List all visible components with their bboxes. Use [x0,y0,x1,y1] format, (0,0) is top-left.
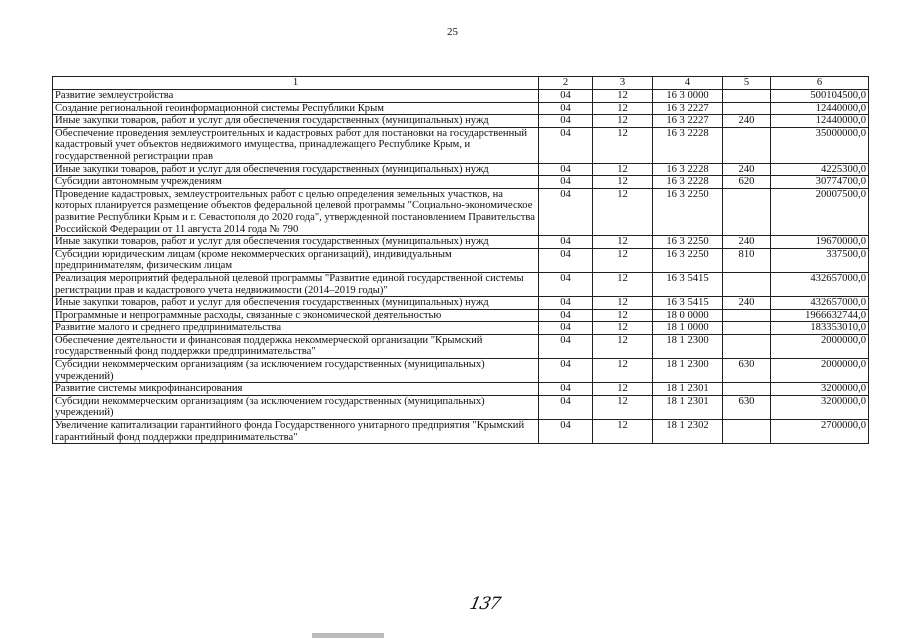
row-name-cell: Программные и непрограммные расходы, связанные с экономической деятельностью [53,309,539,322]
amount-cell: 1966632744,0 [771,309,869,322]
amount-cell: 2000000,0 [771,359,869,383]
subsection-code-cell: 12 [593,322,653,335]
row-name-cell: Реализация мероприятий федеральной целевой программы "Развитие единой государственной системы регистрации прав и кадастрового учета недвижимости (2014–2019 годы)" [53,272,539,296]
budget-table [52,76,869,444]
amount-cell: 3200000,0 [771,395,869,419]
table-row [53,420,869,444]
amount-cell: 432657000,0 [771,272,869,296]
subsection-code-cell: 12 [593,127,653,163]
subsection-code-cell: 12 [593,395,653,419]
target-article-cell: 16 3 2227 [653,102,723,115]
amount-cell: 12440000,0 [771,115,869,128]
subsection-code-cell: 12 [593,359,653,383]
row-name-cell: Развитие землеустройства [53,90,539,103]
table-body [53,90,869,444]
table-row [53,248,869,272]
expense-type-cell [723,272,771,296]
table-header-row [53,77,869,90]
table-row [53,90,869,103]
subsection-code-cell: 12 [593,188,653,235]
row-name-cell: Субсидии некоммерческим организациям (за исключением государственных (муниципальных) учреждений) [53,395,539,419]
expense-type-cell [723,309,771,322]
target-article-cell: 18 1 2302 [653,420,723,444]
table-row [53,102,869,115]
row-name-cell: Субсидии автономным учреждениям [53,176,539,189]
section-code-cell: 04 [539,309,593,322]
column-header: 3 [593,77,653,90]
row-name-cell: Развитие малого и среднего предпринимательства [53,322,539,335]
subsection-code-cell: 12 [593,383,653,396]
amount-cell: 183353010,0 [771,322,869,335]
expense-type-cell [723,334,771,358]
section-code-cell: 04 [539,115,593,128]
amount-cell: 4225300,0 [771,163,869,176]
table-row [53,395,869,419]
table-row [53,163,869,176]
row-name-cell: Обеспечение деятельности и финансовая поддержка некоммерческой организации "Крымский государственный фонд поддержки предпринимательства" [53,334,539,358]
section-code-cell: 04 [539,102,593,115]
amount-cell: 2700000,0 [771,420,869,444]
amount-cell: 12440000,0 [771,102,869,115]
row-name-cell: Увеличение капитализации гарантийного фонда Государственного унитарного предприятия "Крымский гарантийный фонд поддержки предпринимательства" [53,420,539,444]
table-row [53,176,869,189]
expense-type-cell [723,102,771,115]
table-row [53,334,869,358]
row-name-cell: Создание региональной геоинформационной системы Республики Крым [53,102,539,115]
amount-cell: 20007500,0 [771,188,869,235]
amount-cell: 500104500,0 [771,90,869,103]
expense-type-cell: 240 [723,115,771,128]
subsection-code-cell: 12 [593,236,653,249]
amount-cell: 30774700,0 [771,176,869,189]
target-article-cell: 16 3 2250 [653,188,723,235]
subsection-code-cell: 12 [593,115,653,128]
target-article-cell: 16 3 2250 [653,236,723,249]
subsection-code-cell: 12 [593,334,653,358]
subsection-code-cell: 12 [593,163,653,176]
row-name-cell: Проведение кадастровых, землеустроительных работ с целью определения земельных участков, на которых планируется размещение объектов федеральной целевой программы "Социально-экономическое развитие Республики Крым и г. Севастополя до 2020 года", утвержденной постановлением Правительства Российской Федерации от 11 августа 2014 года № 790 [53,188,539,235]
column-header: 1 [53,77,539,90]
row-name-cell: Обеспечение проведения землеустроительных и кадастровых работ для постановки на государственный кадастровый учет объектов недвижимого имущества, принадлежащего Республике Крым, и государственной регистрации прав [53,127,539,163]
expense-type-cell: 240 [723,297,771,310]
expense-type-cell [723,127,771,163]
target-article-cell: 16 3 5415 [653,272,723,296]
amount-cell: 337500,0 [771,248,869,272]
subsection-code-cell: 12 [593,102,653,115]
subsection-code-cell: 12 [593,297,653,310]
row-name-cell: Иные закупки товаров, работ и услуг для обеспечения государственных (муниципальных) нужд [53,115,539,128]
target-article-cell: 16 3 2250 [653,248,723,272]
expense-type-cell [723,322,771,335]
row-name-cell: Субсидии юридическим лицам (кроме некоммерческих организаций), индивидуальным предпринимателям, физическим лицам [53,248,539,272]
section-code-cell: 04 [539,176,593,189]
page-number: 25 [447,26,458,38]
section-code-cell: 04 [539,322,593,335]
amount-cell: 35000000,0 [771,127,869,163]
section-code-cell: 04 [539,163,593,176]
section-code-cell: 04 [539,395,593,419]
section-code-cell: 04 [539,334,593,358]
row-name-cell: Субсидии некоммерческим организациям (за исключением государственных (муниципальных) учреждений) [53,359,539,383]
section-code-cell: 04 [539,297,593,310]
section-code-cell: 04 [539,383,593,396]
column-header: 5 [723,77,771,90]
table-row [53,127,869,163]
expense-type-cell: 240 [723,163,771,176]
subsection-code-cell: 12 [593,90,653,103]
target-article-cell: 18 1 2300 [653,334,723,358]
column-header: 6 [771,77,869,90]
subsection-code-cell: 12 [593,309,653,322]
expense-type-cell: 620 [723,176,771,189]
expense-type-cell [723,420,771,444]
expense-type-cell: 630 [723,395,771,419]
section-code-cell: 04 [539,248,593,272]
expense-type-cell [723,90,771,103]
target-article-cell: 16 3 2228 [653,127,723,163]
section-code-cell: 04 [539,90,593,103]
subsection-code-cell: 12 [593,248,653,272]
amount-cell: 3200000,0 [771,383,869,396]
expense-type-cell: 630 [723,359,771,383]
table-row [53,236,869,249]
table-row [53,115,869,128]
row-name-cell: Развитие системы микрофинансирования [53,383,539,396]
target-article-cell: 16 3 2228 [653,176,723,189]
table-row [53,309,869,322]
target-article-cell: 16 3 2227 [653,115,723,128]
target-article-cell: 16 3 0000 [653,90,723,103]
row-name-cell: Иные закупки товаров, работ и услуг для обеспечения государственных (муниципальных) нужд [53,163,539,176]
target-article-cell: 18 0 0000 [653,309,723,322]
table-row [53,188,869,235]
section-code-cell: 04 [539,188,593,235]
expense-type-cell [723,383,771,396]
handwritten-folio-number: 137 [467,594,502,614]
target-article-cell: 18 1 2301 [653,383,723,396]
table-row [53,297,869,310]
target-article-cell: 18 1 2301 [653,395,723,419]
expense-type-cell [723,188,771,235]
amount-cell: 19670000,0 [771,236,869,249]
subsection-code-cell: 12 [593,272,653,296]
subsection-code-cell: 12 [593,176,653,189]
expense-type-cell: 240 [723,236,771,249]
target-article-cell: 18 1 2300 [653,359,723,383]
target-article-cell: 16 3 2228 [653,163,723,176]
subsection-code-cell: 12 [593,420,653,444]
table-row [53,359,869,383]
amount-cell: 2000000,0 [771,334,869,358]
section-code-cell: 04 [539,236,593,249]
target-article-cell: 18 1 0000 [653,322,723,335]
section-code-cell: 04 [539,127,593,163]
table-row [53,383,869,396]
section-code-cell: 04 [539,359,593,383]
row-name-cell: Иные закупки товаров, работ и услуг для обеспечения государственных (муниципальных) нужд [53,297,539,310]
section-code-cell: 04 [539,420,593,444]
table-row [53,272,869,296]
table-row [53,322,869,335]
amount-cell: 432657000,0 [771,297,869,310]
column-header: 4 [653,77,723,90]
section-code-cell: 04 [539,272,593,296]
expense-type-cell: 810 [723,248,771,272]
column-header: 2 [539,77,593,90]
target-article-cell: 16 3 5415 [653,297,723,310]
scan-artifact [312,633,384,638]
row-name-cell: Иные закупки товаров, работ и услуг для обеспечения государственных (муниципальных) нужд [53,236,539,249]
